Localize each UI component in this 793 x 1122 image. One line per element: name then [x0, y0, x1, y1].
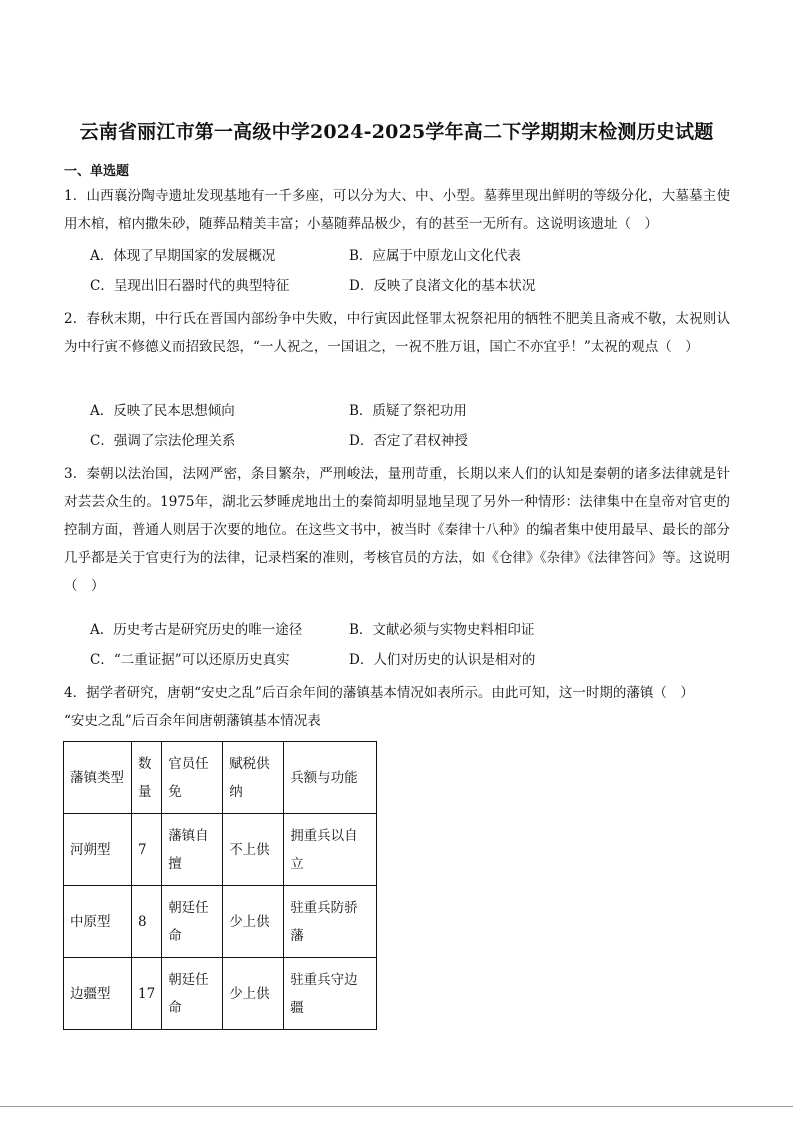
data-table [63, 741, 377, 1030]
q2-option-a: A．反映了民本思想倾向 [90, 403, 235, 419]
table-cell: 边疆型 [64, 958, 132, 1030]
question-4-stem: 4．据学者研究，唐朝“安史之乱”后百余年间的藩镇基本情况如表所示。由此可知，这一时期的藩镇（ ） [64, 685, 694, 701]
q1-option-c: C．呈现出旧石器时代的典型特征 [90, 278, 290, 294]
table-cell: 藩镇自擅 [162, 814, 223, 886]
page-title: 云南省丽江市第一高级中学2024-2025学年高二下学期期末检测历史试题 [79, 121, 714, 143]
q2-option-c: C．强调了宗法伦理关系 [90, 433, 236, 449]
q2-option-b: B．质疑了祭祀功用 [349, 403, 467, 419]
table-cell: 朝廷任命 [162, 886, 223, 958]
table-cell: 拥重兵以自立 [284, 814, 377, 886]
q1-option-a: A．体现了早期国家的发展概况 [90, 248, 276, 264]
table-cell: 河朔型 [64, 814, 132, 886]
table-cell: 驻重兵防骄藩 [284, 886, 377, 958]
table-cell: 驻重兵守边疆 [284, 958, 377, 1030]
table-row [64, 958, 377, 1030]
table-header-cell: 数量 [132, 742, 162, 814]
question-3-stem: 3．秦朝以法治国，法网严密，条目繁杂，严刑峻法，量刑苛重，长期以来人们的认知是秦朝的诸多法律就是针对芸芸众生的。1975年，湖北云梦睡虎地出土的秦简却明显地呈现了另外一种情形：法律集中在皇帝对官吏的控制方面，普通人则居于次要的地位。在这些文书中，被当时《秦律十八种》的编者集中使用最早、最长的部分几乎都是关于官吏行为的法律，记录档案的准则，考核官员的方法，如《仓律》《杂律》《法律答问》等。这说明（ ） [64, 466, 730, 594]
table-header-row [64, 742, 377, 814]
table-cell: 7 [132, 814, 162, 886]
table-header-cell: 赋税供纳 [223, 742, 284, 814]
table-cell: 少上供 [223, 886, 284, 958]
question-1-stem: 1．山西襄汾陶寺遗址发现基地有一千多座，可以分为大、中、小型。墓葬里现出鲜明的等级分化，大墓墓主使用木棺，棺内撒朱砂，随葬品精美丰富；小墓随葬品极少，有的甚至一无所有。这说明该遗址（ ） [64, 188, 730, 232]
section-heading: 一、单选题 [64, 164, 130, 179]
table-caption: “安史之乱”后百余年间唐朝藩镇基本情况表 [64, 713, 321, 729]
table-cell: 不上供 [223, 814, 284, 886]
q3-option-d: D．人们对历史的认识是相对的 [349, 652, 536, 668]
q3-option-c: C．“二重证据”可以还原历史真实 [90, 652, 290, 668]
q1-option-d: D．反映了良渚文化的基本状况 [349, 278, 536, 294]
q1-option-b: B．应属于中原龙山文化代表 [349, 248, 521, 264]
table-cell: 中原型 [64, 886, 132, 958]
table-header-cell: 官员任免 [162, 742, 223, 814]
q2-option-d: D．否定了君权神授 [349, 433, 468, 449]
q3-option-a: A．历史考古是研究历史的唯一途径 [90, 622, 303, 638]
table-cell: 17 [132, 958, 162, 1030]
table-cell: 少上供 [223, 958, 284, 1030]
page-bottom-divider [0, 1106, 793, 1107]
table-header-cell: 兵额与功能 [284, 742, 377, 814]
question-2-stem: 2．春秋末期，中行氏在晋国内部纷争中失败，中行寅因此怪罪太祝祭祀用的牺牲不肥美且斋戒不敬，太祝则认为中行寅不修德义而招致民怨，“一人祝之，一国诅之，一祝不胜万诅，国亡不亦宜乎！”太祝的观点（ ） [64, 311, 730, 355]
table-header-cell: 藩镇类型 [64, 742, 132, 814]
table-row [64, 814, 377, 886]
table-row [64, 886, 377, 958]
q3-option-b: B．文献必须与实物史料相印证 [349, 622, 535, 638]
table-cell: 朝廷任命 [162, 958, 223, 1030]
table-cell: 8 [132, 886, 162, 958]
